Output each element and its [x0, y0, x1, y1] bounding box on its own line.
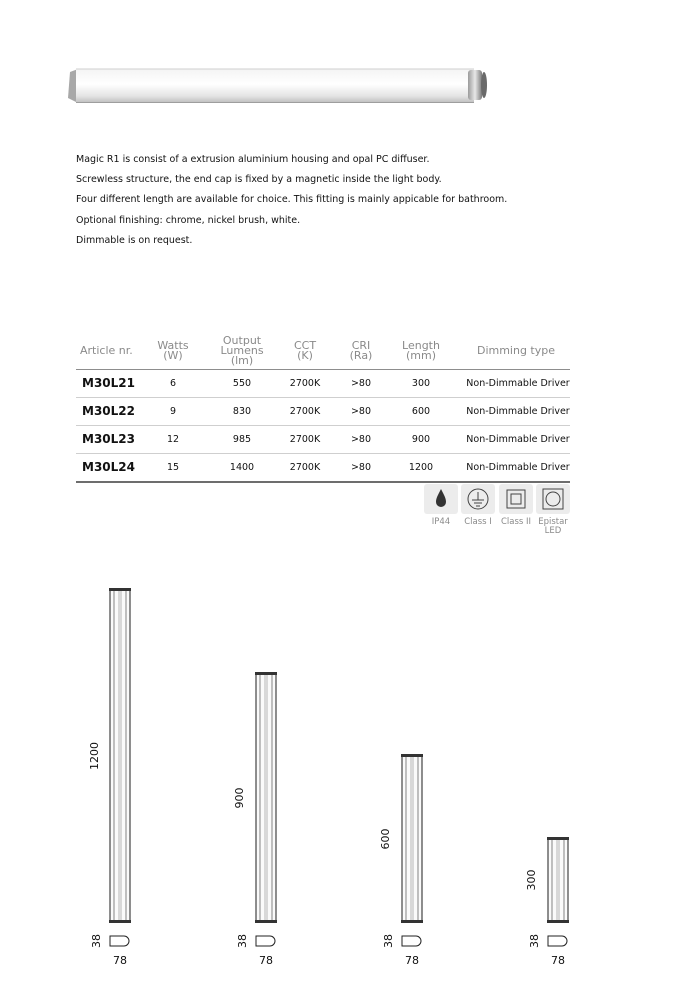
table-row: [76, 398, 570, 426]
cell-article: M30L22: [82, 404, 135, 418]
cell-article: M30L23: [82, 432, 135, 446]
width-label: 78: [259, 954, 273, 967]
table-row: [76, 370, 570, 398]
cell-watts: 12: [166, 434, 180, 445]
table-row: [76, 454, 570, 483]
header-length: Length (mm): [402, 339, 440, 362]
certification-icons: [422, 484, 574, 544]
cell-cri: >80: [350, 462, 372, 473]
drawing-600: [379, 754, 423, 967]
depth-label: 38: [528, 934, 541, 948]
width-label: 78: [113, 954, 127, 967]
cell-cri: >80: [350, 406, 372, 417]
depth-label: 38: [382, 934, 395, 948]
cell-cct: 2700K: [289, 378, 321, 389]
depth-label: 38: [236, 934, 249, 948]
description-line: Screwless structure, the end cap is fixed by a magnetic inside the light body.: [76, 174, 442, 186]
cell-lumens: 985: [232, 434, 252, 445]
table-row: [76, 426, 570, 454]
cell-length: 600: [411, 406, 431, 417]
cell-lumens: 1400: [229, 462, 255, 473]
cell-lumens: 550: [232, 378, 252, 389]
cell-watts: 6: [169, 378, 177, 389]
length-label: 900: [233, 787, 246, 809]
header-dimming: Dimming type: [476, 344, 556, 357]
cell-cct: 2700K: [289, 406, 321, 417]
cell-article: M30L24: [82, 460, 135, 474]
drawing-900: [233, 672, 277, 967]
cell-cct: 2700K: [289, 462, 321, 473]
length-label: 600: [379, 828, 392, 850]
drawing-300: [525, 837, 569, 967]
width-label: 78: [405, 954, 419, 967]
description-line: Optional finishing: chrome, nickel brush, white.: [76, 214, 301, 226]
header-cri: CRI (Ra): [349, 339, 373, 362]
double-square-icon: [499, 484, 533, 514]
cell-cri: >80: [350, 434, 372, 445]
spec-table-header: [76, 333, 570, 370]
description-line: Dimmable is on request.: [76, 234, 193, 246]
epistar-led-icon: [536, 484, 570, 514]
length-label: 1200: [88, 742, 101, 770]
dimension-drawings: [0, 580, 674, 1000]
product-description: [76, 150, 596, 251]
cell-cri: >80: [350, 378, 372, 389]
cell-length: 300: [411, 378, 431, 389]
cell-length: 1200: [408, 462, 434, 473]
cell-article: M30L21: [82, 376, 135, 390]
length-label: 300: [525, 869, 538, 891]
water-drop-icon: [424, 484, 458, 514]
cell-length: 900: [411, 434, 431, 445]
header-lumens: Output Lumens (lm): [220, 334, 264, 367]
header-watts: Watts (W): [157, 339, 189, 362]
depth-label: 38: [90, 934, 103, 948]
cell-dimming: Non-Dimmable Driver: [466, 462, 570, 473]
cell-dimming: Non-Dimmable Driver: [466, 434, 570, 445]
icon-label-class-ii: Class II: [500, 517, 532, 527]
icon-label-class-i: Class I: [464, 517, 492, 527]
cell-watts: 9: [169, 406, 177, 417]
cell-dimming: Non-Dimmable Driver: [466, 406, 570, 417]
header-article: Article nr.: [80, 344, 133, 357]
width-label: 78: [551, 954, 565, 967]
description-line: Four different length are available for choice. This fitting is mainly appicable for bathroom.: [76, 194, 508, 206]
product-image: [64, 66, 488, 106]
header-cct: CCT (K): [293, 339, 317, 362]
cell-cct: 2700K: [289, 434, 321, 445]
icon-label-ip44: IP44: [431, 517, 451, 527]
cell-watts: 15: [166, 462, 180, 473]
drawing-1200: [88, 588, 131, 967]
icon-label-epistar: Epistar LED: [538, 517, 568, 536]
description-line: Magic R1 is consist of a extrusion aluminium housing and opal PC diffuser.: [76, 154, 430, 165]
cell-lumens: 830: [232, 406, 252, 417]
earth-ground-icon: [461, 484, 495, 514]
spec-table: [76, 333, 570, 483]
cell-dimming: Non-Dimmable Driver: [466, 378, 570, 389]
